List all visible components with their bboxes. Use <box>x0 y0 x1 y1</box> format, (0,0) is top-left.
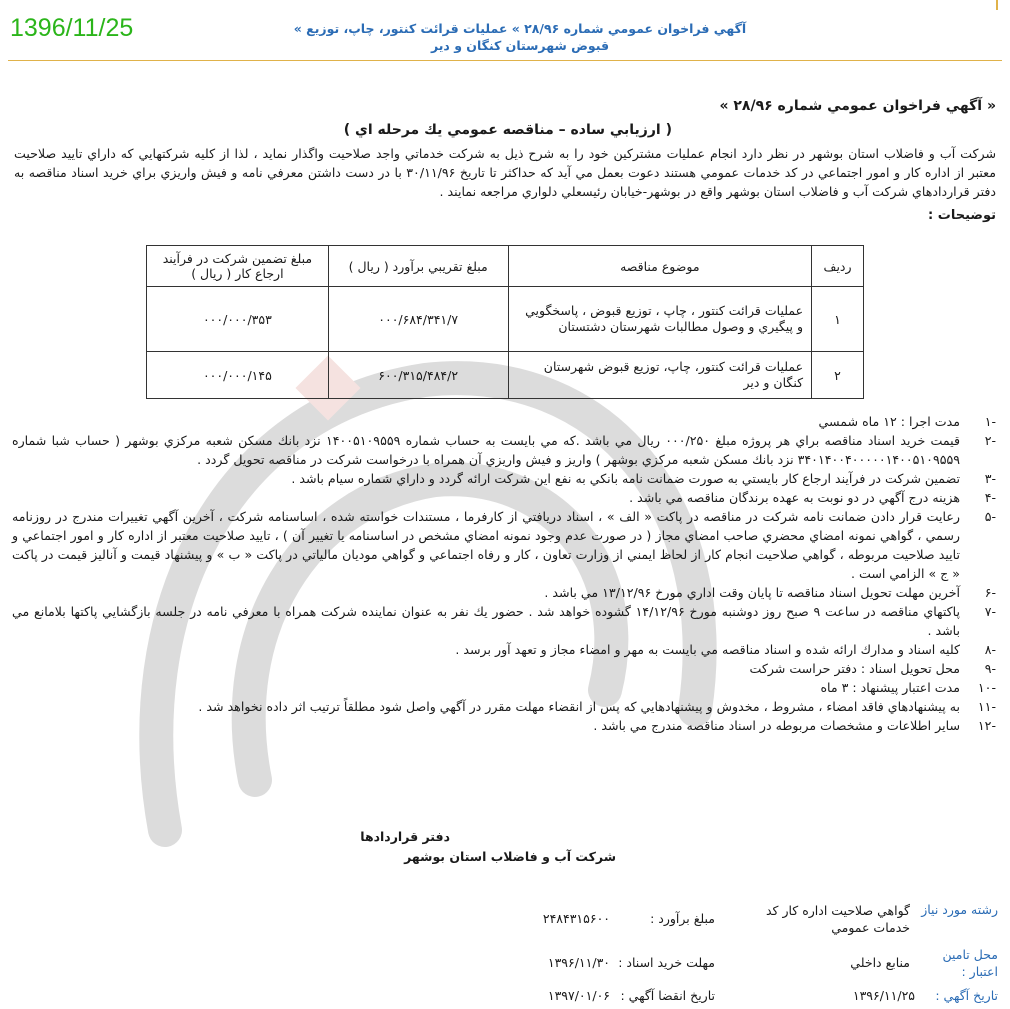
list-item: -۱ مدت اجرا : ۱۲ ماه شمسي <box>818 414 996 429</box>
ad-date-value: ۱۳۹۶/۱۱/۲۵ <box>852 988 915 1003</box>
notice-intro: شركت آب و فاضلاب استان بوشهر در نظر دارد انجام عمليات مشتركين خود را به شرح ذيل به شركت خدماتي واجد صلاحيت واگذار نمايد ، لذا از كليه شركتهايي كه داراي تاييد صلاحيت معتبر از اداره كار و امور اجتماعي در كد خدمات عمومي هستند دعوت بعمل مي آيد كه حداكثر تا تاريخ ۳۰/۱۱/۹۶ با در دست داشتن معرفي نامه و فيش واريزي براي خريد اسناد مناقصه به دفتر قراردادهاي شركت آب و فاضلاب استان بوشهر واقع در بوشهر-خيابان رئيسعلي دلواري مراجعه نمايند . <box>14 146 996 199</box>
notes-list <box>12 412 996 735</box>
purchase-deadline-label: مهلت خريد اسناد : <box>618 955 715 970</box>
list-item: -۷ پاكتهاي مناقصه در ساعت ۹ صبح روز دوشنبه مورخ ۱۴/۱۲/۹۶ گشوده خواهد شد . حضور يك نفر به عنوان نماينده شركت همراه با معرفي نامه در جلسه بازگشايي پاكتها بلامانع مي باشد . <box>12 604 996 638</box>
table-row <box>147 352 864 399</box>
need-value: گواهي صلاحيت اداره كار كد خدمات عمومي <box>765 903 910 935</box>
expiry-value: ۱۳۹۷/۰۱/۰۶ <box>547 988 610 1003</box>
row-number: ۲ <box>812 352 864 399</box>
tender-table <box>146 245 864 399</box>
funding-value: منابع داخلي <box>850 955 910 970</box>
purchase-deadline-value: ۱۳۹۶/۱۱/۳۰ <box>547 955 610 970</box>
notice-heading: « آگهي فراخوان عمومي شماره ۲۸/۹۶ » <box>719 98 996 114</box>
table-header-cell: مبلغ تضمين شركت در فرآيند ارجاع كار ( ريال ) <box>147 246 329 287</box>
need-label: رشته مورد نياز <box>921 902 998 917</box>
row-estimate: ۰۰۰/۶۸۴/۳۴۱/۷ <box>328 287 508 352</box>
notes-label: توضيحات : <box>928 208 996 223</box>
header-title <box>180 20 860 54</box>
header-date: 1396/11/25 <box>10 14 134 42</box>
list-item: -۶ آخرين مهلت تحويل اسناد مناقصه تا پايان وقت اداري مورخ ۱۳/۱۲/۹۶ مي باشد . <box>544 585 996 600</box>
row-number: ۱ <box>812 287 864 352</box>
list-item: -۲ قيمت خريد اسناد مناقصه براي هر پروژه مبلغ ۰۰۰/۲۵۰ ريال مي باشد .كه مي بايست به حساب شماره ۱۴۰۰۵۱۰۹۵۵۹ نزد بانك مسكن شعبه مركزي بوشهر ( حساب شبا شماره ۳۴۰۱۴۰۰۴۰۰۰۰۰۱۴۰۰۵۱۰۹۵۵۹ نزد بانك مسكن شعبه مركزي بوشهر ) واريز و فيش واريزي آن همراه با درخواست شركت در مناقصه تحويل گردد . <box>12 433 996 467</box>
row-guarantee: ۰۰۰/۰۰۰/۱۴۵ <box>147 352 329 399</box>
table-header-cell: موضوع مناقصه <box>508 246 811 287</box>
corner-mark <box>996 0 1010 10</box>
expiry-label: تاريخ انقضا آگهي : <box>620 988 715 1003</box>
signature-company: شركت آب و فاضلاب استان بوشهر <box>404 849 616 864</box>
table-header-cell: مبلغ تقريبي برآورد ( ريال ) <box>328 246 508 287</box>
header-title-line2: قبوض شهرستان كنگان و دير <box>430 38 610 53</box>
estimate-label: مبلغ برآورد : <box>650 911 715 926</box>
estimate-value: ۲۴۸۴۳۱۵۶۰۰ <box>542 911 610 926</box>
table-header-cell: رديف <box>812 246 864 287</box>
table-row <box>147 287 864 352</box>
top-bar <box>0 0 1010 68</box>
list-item: -۵ رعايت قرار دادن ضمانت نامه شركت در مناقصه در پاكت « الف » ، اسناد دريافتي از كارفرما ، مستندات خواسته شده ، اساسنامه شركت ، آخرين آگهي تغييرات مندرج در روزنامه رسمي ، گواهي نمونه امضاي محضري صاحب امضاي مجاز ( در صورت عدم وجود نمونه امضاي مشخص در اساسنامه يا تغيير آن ) ، تاييد صلاحيت معتبر از اداره كار و امور اجتماعي و تاييد صلاحيت مربوطه ، گواهي صلاحيت انجام كار از لحاظ ايمني از وزارت تعاون ، كار و رفاه اجتماعي و گواهي موديان مالياتي در پاكت « ب » و پيشنهاد قيمت و آناليز قيمت در پاكت « ج » الزامي است . <box>12 509 996 581</box>
table-header-row <box>147 246 864 287</box>
list-item: -۱۲ ساير اطلاعات و مشخصات مربوطه در اسناد مناقصه مندرج مي باشد . <box>593 718 996 733</box>
funding-label: محل تامين اعتبار : <box>942 947 998 979</box>
list-item: -۱۱ به پيشنهادهاي فاقد امضاء ، مشروط ، مخدوش و پيشنهادهايي كه پس از انقضاء مهلت مقرر در آگهي واصل شود مطلقاً ترتيب اثر داده نخواهد شد . <box>198 699 996 714</box>
list-item: -۱۰ مدت اعتبار پيشنهاد : ۳ ماه <box>820 680 996 695</box>
row-estimate: ۶۰۰/۳۱۵/۴۸۴/۲ <box>328 352 508 399</box>
row-subject: عمليات قرائت كنتور ، چاپ ، توزيع قبوض ، پاسخگويي و پيگيري و وصول مطالبات شهرستان دشتستان <box>508 287 811 352</box>
row-guarantee: ۰۰۰/۰۰۰/۳۵۳ <box>147 287 329 352</box>
top-divider <box>8 60 1002 61</box>
list-item: -۹ محل تحويل اسناد : دفتر حراست شركت <box>749 661 996 676</box>
list-item: -۳ تضمين شركت در فرآيند ارجاع كار بايستي به صورت ضمانت نامه بانكي به نفع اين شركت ارائه گردد و داراي شماره سيام باشد . <box>291 471 996 486</box>
header-title-line1: آگهي فراخوان عمومي شماره ۲۸/۹۶ » عمليات قرائت كنتور، چاپ، توزيع » <box>293 21 747 36</box>
notice-subheading: ( ارزيابي ساده – مناقصه عمومي يك مرحله اي ) <box>343 122 672 138</box>
list-item: -۸ كليه اسناد و مدارك ارائه شده و اسناد مناقصه مي بايست به مهر و امضاء مجاز و تعهد آور برسد . <box>455 642 996 657</box>
row-subject: عمليات قرائت كنتور، چاپ، توزيع قبوض شهرستان كنگان و دير <box>508 352 811 399</box>
ad-date-label: تاريخ آگهي : <box>935 988 998 1003</box>
list-item: -۴ هزينه درج آگهي در دو نوبت به عهده برندگان مناقصه مي باشد . <box>629 490 996 505</box>
signature-office: دفتر قراردادها <box>360 829 450 844</box>
